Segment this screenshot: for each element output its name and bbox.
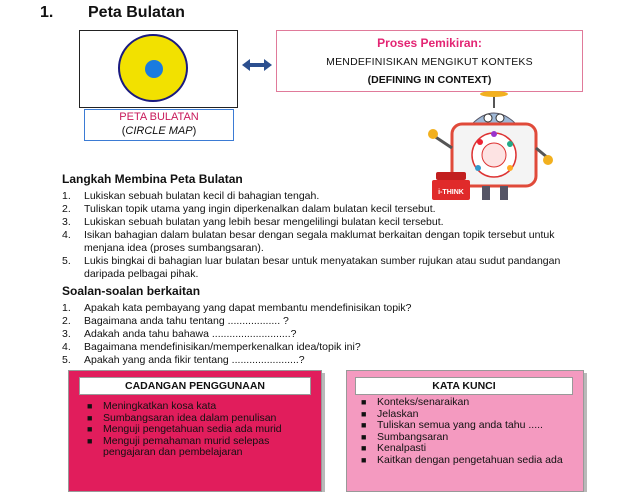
- list-item: ■ Kenalpasti: [361, 442, 427, 454]
- bullet-icon: ■: [87, 435, 93, 446]
- list-item: 4. Isikan bahagian dalam bulatan besar dengan segala maklumat berkaitan dengan topik tersebut untuk menjana idea (proses sumbangsaran).: [62, 229, 555, 254]
- circle-map-label-english: (CIRCLE MAP): [121, 125, 197, 137]
- thinking-process-box: [276, 30, 583, 92]
- list-item: 3. Adakah anda tahu bahawa ...........................?: [62, 328, 297, 340]
- list-item: ■ Jelaskan: [361, 407, 419, 420]
- circle-map-diagram: [79, 30, 238, 108]
- bullet-icon: ■: [87, 424, 93, 434]
- usage-suggestions-title: CADANGAN PENGGUNAAN: [79, 377, 311, 395]
- list-item: ■ Menguji pemahaman murid selepas pengajaran dan pembelajaran: [87, 434, 270, 458]
- questions-heading: Soalan-soalan berkaitan: [62, 284, 201, 298]
- steps-list: [62, 190, 590, 281]
- keywords-card: [346, 370, 584, 492]
- questions-list: [62, 302, 590, 367]
- keywords-title: KATA KUNCI: [355, 377, 573, 395]
- outer-circle: [118, 34, 188, 102]
- bullet-icon: ■: [361, 454, 367, 465]
- thinking-process-line1: MENDEFINISIKAN MENGIKUT KONTEKS: [326, 56, 533, 68]
- bullet-icon: ■: [361, 420, 367, 430]
- list-item: 4. Bagaimana mendefinisikan/memperkenalkan idea/topik ini?: [62, 341, 361, 353]
- usage-suggestions-list: [83, 401, 303, 459]
- bullet-icon: ■: [361, 443, 367, 453]
- bullet-icon: ■: [87, 401, 93, 411]
- bullet-icon: ■: [361, 397, 367, 407]
- usage-suggestions-card: [68, 370, 322, 492]
- section-title: Peta Bulatan: [88, 4, 185, 21]
- keywords-list: [357, 397, 567, 466]
- circle-map-label: [84, 109, 234, 141]
- list-item: ■ Menguji pengetahuan sedia ada murid: [87, 423, 282, 435]
- double-arrow-icon: [242, 58, 272, 72]
- list-item: ■ Tuliskan semua yang anda tahu .....: [361, 419, 543, 431]
- inner-circle: [145, 60, 163, 78]
- robot-label: i-THINK: [438, 189, 464, 196]
- list-item: ■ Konteks/senaraikan: [361, 396, 470, 408]
- section-number: 1.: [40, 4, 54, 21]
- steps-heading: Langkah Membina Peta Bulatan: [62, 172, 243, 186]
- bullet-icon: ■: [361, 408, 367, 419]
- list-item: 3. Lukiskan sebuah bulatan yang lebih besar mengelilingi bulatan kecil tersebut.: [62, 216, 444, 228]
- list-item: 2. Bagaimana anda tahu tentang .................. ?: [62, 315, 289, 327]
- thinking-process-title: Proses Pemikiran:: [377, 36, 482, 50]
- list-item: 5. Apakah yang anda fikir tentang .......................?: [62, 354, 305, 366]
- list-item: 5. Lukis bingkai di bahagian luar bulatan besar untuk menyatakan sumber rujukan atau sudut pandangan daripada pelbagai pihak.: [62, 255, 561, 280]
- list-item: ■ Sumbangsaran: [361, 430, 449, 443]
- list-item: ■ Meningkatkan kosa kata: [87, 400, 217, 412]
- circle-map-label-malay: PETA BULATAN: [119, 111, 199, 123]
- bullet-icon: ■: [87, 412, 93, 423]
- list-item: ■ Kaitkan dengan pengetahuan sedia ada: [361, 453, 563, 466]
- list-item: 1. Apakah kata pembayang yang dapat membantu mendefinisikan topik?: [62, 302, 412, 314]
- section-heading: [40, 4, 185, 22]
- bullet-icon: ■: [361, 431, 367, 442]
- thinking-process-line2: (DEFINING IN CONTEXT): [367, 74, 492, 86]
- list-item: 1. Lukiskan sebuah bulatan kecil di bahagian tengah.: [62, 190, 320, 202]
- list-item: 2. Tuliskan topik utama yang ingin diperkenalkan dalam bulatan kecil tersebut.: [62, 203, 436, 215]
- list-item: ■ Sumbangsaran idea dalam penulisan: [87, 411, 277, 424]
